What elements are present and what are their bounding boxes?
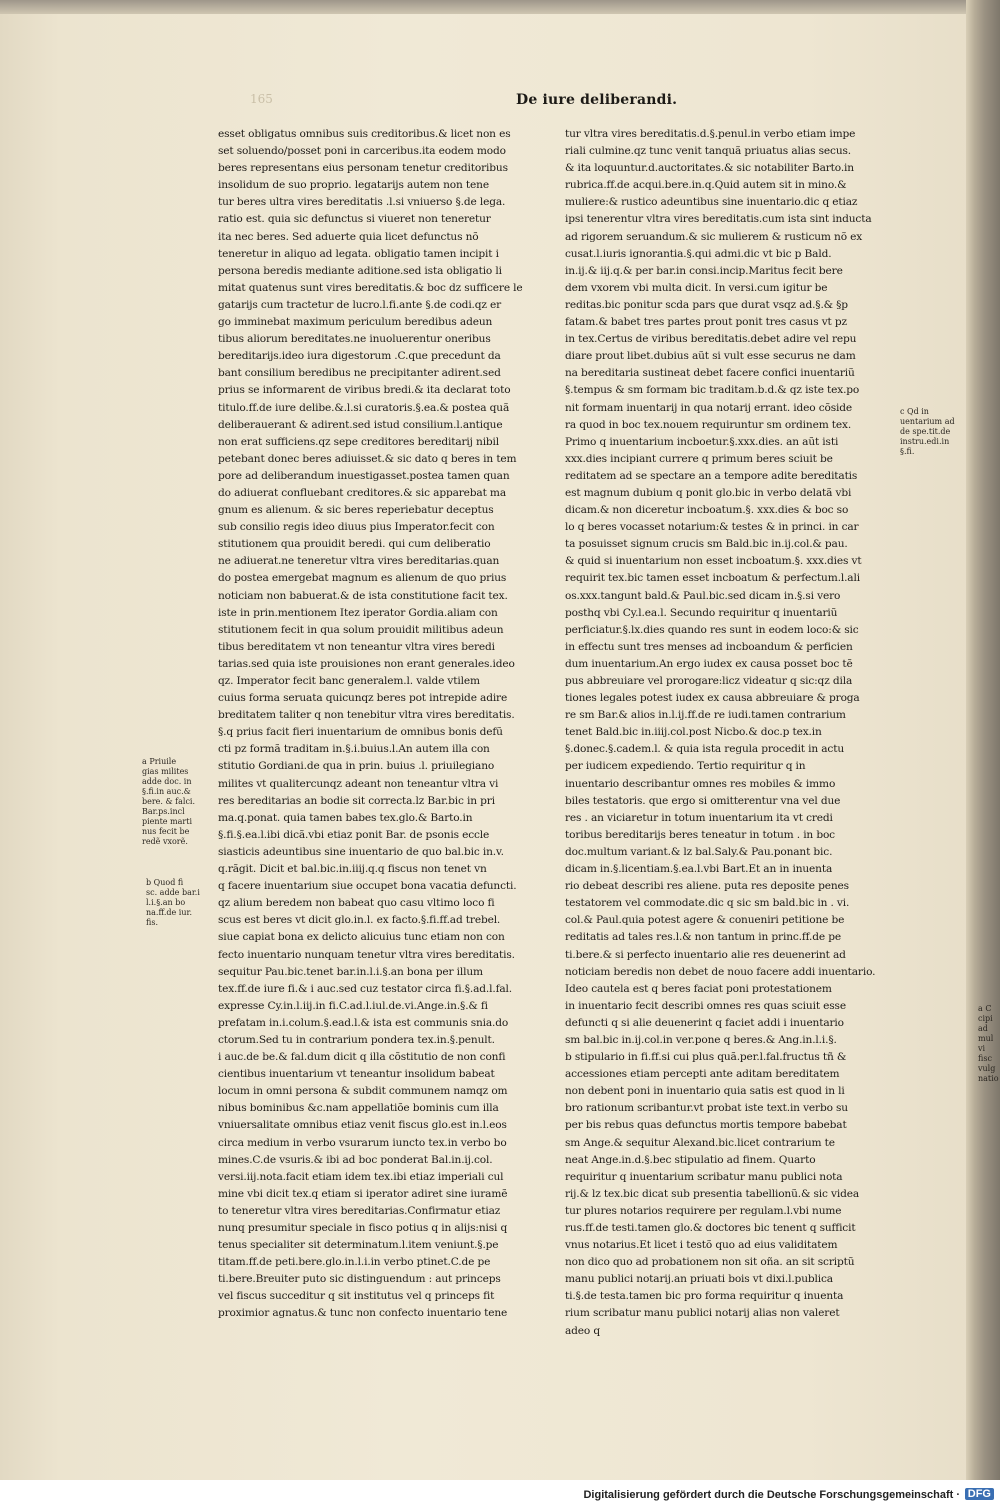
margin-note-d: a C cipi ad mul vi fisc vulg natio [978,1004,999,1083]
margin-note-b: b Quod fi sc. adde bar.i l.i.§.an bo na.ff.de iur. fis. [146,878,200,927]
margin-note-a: a Priuile gias milites adde doc. in §.fi.in auc.& bere. & falci. Bar.ps.incl piente marti nus fecit be redẽ vxorẽ. [142,757,196,846]
dfg-logo: DFG [965,1488,994,1500]
left-text-column: esset obligatus omnibus suis creditoribus.& licet non es set soluendo/posset poni in carceribus.ita eodem modo beres representans eius personam tenetur creditoribus insolidum de suo proprio. legatarijs autem non tene tur beres ultra vires bereditatis .l.si vniuerso §.de lega. ratio est. quia sic defunctus si viueret non teneretur ita nec beres. Sed aduerte quia licet defunctus nõ teneretur in aliquo ad legata. obligatio tamen incipit i persona beredis mediante aditione.sed ista obligatio li mitat quatenus sunt vires bereditatis.& boc dz sufficere le gatarijs cum tractetur de lucro.l.fi.ante §.de codi.qz er go imminebat maximum periculum beredibus adeun tibus aliorum bereditates.ne inuoluerentur oneribus bereditarijs.ideo iura digestorum .C.que precedunt da bant consilium beredibus ne precipitanter adirent.sed prius se informarent de viribus bredi.& ita declarat toto titulo.ff.de iure delibe.&.l.si curatoris.§.ea.& postea quã deliberauerant & adirent.sed istud consilium.l.antique non erat sufficiens.qz sepe creditores bereditarij nibil petebant donec beres adiuisset.& sic dato q beres in tem pore ad deliberandum inuestigasset.postea tamen quan do adiuerat confluebant creditores.& sic apparebat ma gnum es alienum. & sic beres reperiebatur deceptus sub consilio regis ideo diuus pius Imperator.fecit con stitutionem qua prouidit beredi. qui cum deliberatio ne adiuerat.ne teneretur vltra vires bereditarias.quan do postea emergebat magnum es alienum de quo prius noticiam non babuerat.& de ista constitutione facit tex. iste in prin.mentionem Itez iperator Gordia.aliam con stitutionem fecit in qua solum prouidit militibus adeun tibus bereditatem vt non teneantur vltra vires beredi tarias.sed quia iste prouisiones non erant generales.ideo qz. Imperator fecit banc generalem.l. valde vtilem cuius forma seruata quicunqz beres pot intrepide adire breditatem taliter q non tenebitur vltra vires bereditatis. §.q prius facit fieri inuentarium de omnibus bonis defũ cti pz formã traditam in.§.i.buius.l.An autem illa con stitutio Gordiani.de qua in prin. buius .l. priuilegiano milites vt qualitercunqz adeant non teneantur vltra vi res bereditarias an bodie sit correcta.lz Bar.bic in pri ma.q.ponat. quia tamen babes tex.glo.& Barto.in §.fi.§.ea.l.ibi dicã.vbi etiaz ponit Bar. de psonis eccle siasticis adeuntibus sine inuentario de quo bal.bic in.v. q.rãgit. Dicit et bal.bic.in.iiij.q.q fiscus non tenet vn q facere inuentarium siue occupet bona vacatia defuncti. qz alium beredem non babeat quo casu vltimo loco fi scus est beres vt dicit glo.in.l. ex facto.§.fi.ff.ad trebel. siue capiat bona ex delicto alicuius tunc etiam non con fecto inuentario nunquam tenetur vltra vires bereditatis. sequitur Pau.bic.tenet bar.in.l.i.§.an bona per illum tex.ff.de iure fi.& i auc.sed cuz testator circa fi.§.ad.l.fal. expresse Cy.in.l.iij.in fi.C.ad.l.iul.de.vi.Ange.in.§.& fi prefatam in.i.colum.§.ead.l.& ista est communis snia.do ctorum.Sed tu in contrarium pondera tex.in.§.penult. i auc.de be.& fal.dum dicit q illa cõstitutio de non confi cientibus inuentarium vt teneantur insolidum babeat locum in omni persona & subdit communem namqz om nibus bominibus &c.nam appellatiõe bominis cum illa vniuersalitate omnibus etiaz venit fiscus glo.est in.l.eos circa medium in verbo vsurarum iuncto tex.in verbo bo mines.C.de vsuris.& ibi ad boc ponderat Bal.in.ij.col. versi.iij.nota.facit etiam idem tex.ibi etiaz imperiali cul mine vbi dicit tex.q etiam si iperator adiret sine iuramẽ to teneretur vltra vires bereditarias.Confirmatur etiaz nunq presumitur speciale in fisco potius q in alijs:nisi q tenus specialiter sit determinatum.l.item veniunt.§.pe titam.ff.de peti.bere.glo.in.l.i.in verbo ptinet.C.de pe ti.bere.Breuiter puto sic distinguendum : aut princeps vel fiscus succeditur q sit institutus vel q princeps fit proximior agnatus.& tunc non confecto inuentario tene [218,128,523,1320]
running-title: De iure deliberandi. [516,92,678,108]
footer-bar [0,1480,1000,1510]
funding-text: Digitalisierung gefördert durch die Deutsche Forschungsgemeinschaft · [583,1489,960,1501]
page-right-edge [966,0,1000,1480]
margin-note-c: c Qd in uentarium ad de spe.tit.de instru.edi.in §.fi. [900,407,955,456]
page-number: 165 [250,92,273,106]
page-top-edge [0,0,1000,14]
right-text-column: tur vltra vires bereditatis.d.§.penul.in verbo etiam impe riali culmine.qz tunc venit tanquã priuatus alias secus. & ita loquuntur.d.auctoritates.& sic notabiliter Barto.in rubrica.ff.de acqui.bere.in.q.Quid autem sit in mino.& muliere:& rustico adeuntibus sine inuentario.dic q etiaz ipsi tenerentur vltra vires bereditatis.cum ista sint inducta ad rigorem seruandum.& sic mulierem & rusticum nõ ex cusat.l.iuris ignorantia.§.qui admi.dic vt bic p Bald. in.ij.& iij.q.& per bar.in consi.incip.Maritus fecit bere dem vxorem vbi multa dicit. In versi.cum igitur be reditas.bic ponitur scda pars que durat vsqz ad.§.& §p fatam.& babet tres partes prout ponit tres casus vt pz in tex.Certus de viribus bereditatis.debet adire vel repu diare prout libet.dubius aũt si vult esse securus ne dam na bereditaria sustineat debet facere confici inuentariũ §.tempus & sm formam bic traditam.b.d.& qz iste tex.po nit formam inuentarij in qua notarij errant. ideo cõside ra quod in boc tex.nouem requiruntur sm ordinem tex. Primo q inuentarium incboetur.§.xxx.dies. an aũt isti xxx.dies incipiant currere q primum beres sciuit be reditatem ad se spectare an a tempore adite bereditatis est magnum dubium q ponit glo.bic in verbo delatã vbi dicam.& non diceretur incboatum.§. xxx.dies & boc so lo q beres vocasset notarium:& testes & in princi. in car ta posuisset signum crucis sm Bald.bic in.ij.col.& pau. & quid si inuentarium non esset incboatum.§. xxx.dies vt requirit tex.bic tamen esset incboatum & perfectum.l.ali os.xxx.tangunt bald.& Paul.bic.sed dicam in.§.si vero posthq vbi Cy.l.ea.l. Secundo requiritur q inuentariũ perficiatur.§.lx.dies quando res sunt in eodem loco:& sic in effectu sunt tres menses ad incboandum & perficien dum inuentarium.An ergo iudex ex causa posset boc tẽ pus abbreuiare vel prorogare:licz videatur q sic:qz dila tiones legales potest iudex ex causa abbreuiare & proga re sm Bar.& alios in.l.ij.ff.de re iudi.tamen contrarium tenet Bald.bic in.iiij.col.post Nicbo.& doc.p tex.in §.donec.§.cadem.l. & quia ista regula procedit in actu per iudicem expediendo. Tertio requiritur q in inuentario describantur omnes res mobiles & immo biles testatoris. que ergo si omitterentur vna vel due res . an viciaretur in totum inuentarium ita vt credi toribus bereditarijs beres teneatur in totum . in boc doc.multum variant.& lz bal.Saly.& Pau.ponant bic. dicam in.§.licentiam.§.ea.l.vbi Bart.Et an in inuenta rio debeat describi res aliene. puta res deposite penes testatorem vel commodate.dic q sic sm bald.bic in . vi. col.& Paul.quia potest agere & conueniri petitione be reditatis ad tales res.l.& non tantum in princ.ff.de pe ti.bere.& si perfecto inuentario alie res deuenerint ad noticiam beredis non debet de nouo facere addi inuentario. Ideo cautela est q beres faciat poni protestationem in inuentario fecit describi omnes res quas sciuit esse defuncti q si alie deuenerint q faciet addi i inuentario sm bal.bic in.ij.col.in ver.pone q beres.& Ang.in.l.i.§. b stipulario in fi.ff.si cui plus quã.per.l.fal.fructus tñ & accessiones etiam percepti ante aditam bereditatem non debent poni in inuentario quia satis est quod in li bro rationum scribantur.vt probat iste text.in verbo su per bis rebus quas defunctus mortis tempore babebat sm Ange.& sequitur Alexand.bic.licet contrarium te neat Ange.in.d.§.bec stipulatio ad finem. Quarto requiritur q inuentarium scribatur manu publici nota rij.& lz tex.bic dicat sub presentia tabellionũ.& sic videa tur plures notarios requirere per regulam.l.vbi nume rus.ff.de testi.tamen glo.& doctores bic tenent q sufficit vnus notarius.Et licet i testõ quo ad eius validitatem non dico quo ad probationem non sit oña. an sit scriptũ manu publici notarij.an priuati bois vt dixi.l.publica ti.§.de testa.tamen bic pro forma requiritur q inuenta rium scribatur manu publici notarij alias non valeret adeo q [565,128,876,1337]
